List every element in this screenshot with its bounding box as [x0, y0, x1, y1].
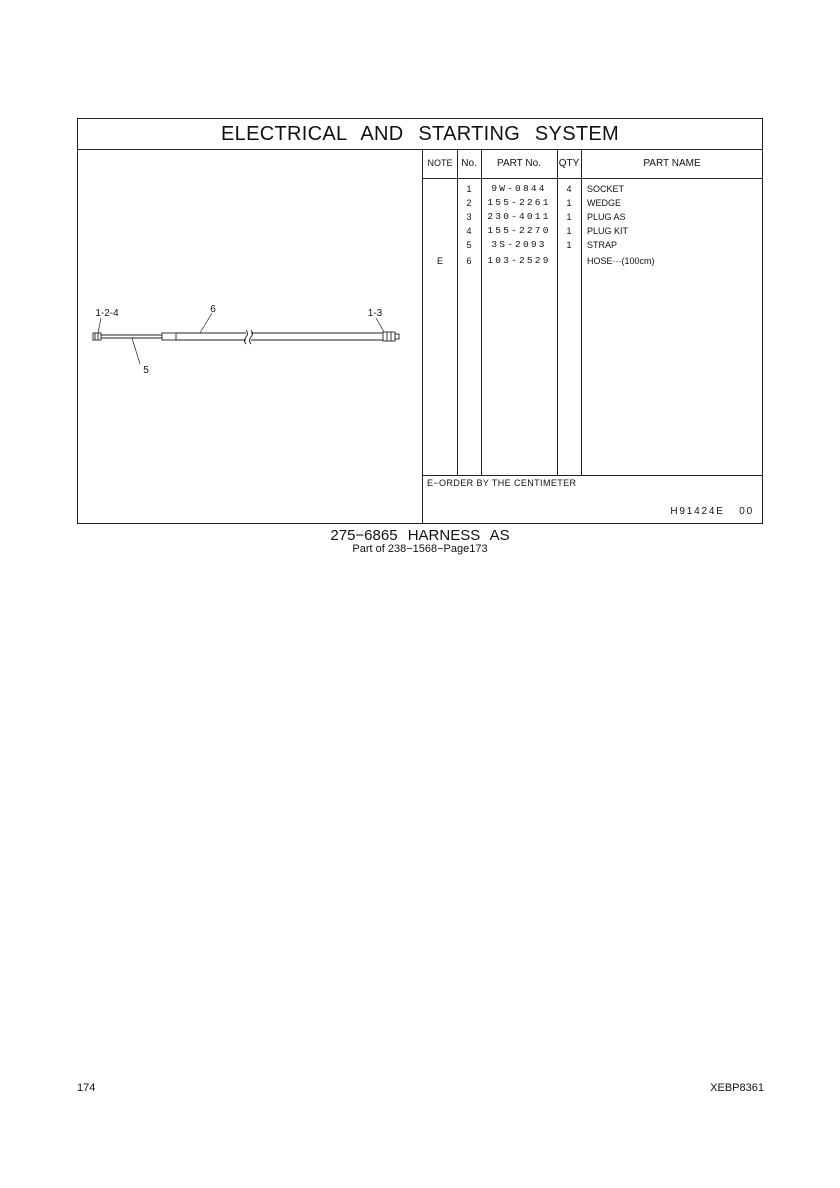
row-qty: 1 — [566, 240, 572, 250]
assembly-title: 275−6865 HARNESS AS — [330, 527, 510, 544]
row-part-name: PLUG AS — [587, 212, 626, 222]
left-connector — [93, 333, 101, 340]
footnote-rule — [423, 475, 762, 476]
parts-table — [422, 149, 762, 523]
header-qty: QTY — [558, 158, 580, 169]
right-connector — [383, 332, 399, 341]
header-part-no: PART No. — [497, 158, 541, 169]
row-part-name: HOSE⋯(100cm) — [587, 256, 655, 266]
header-part-name: PART NAME — [643, 158, 701, 169]
assembly-reference: Part of 238−1568−Page173 — [352, 543, 488, 555]
wire-left — [101, 335, 162, 338]
row-no: 2 — [466, 198, 472, 208]
row-no: 6 — [466, 256, 472, 266]
table-row — [423, 196, 763, 210]
hose-sleeve — [162, 330, 383, 344]
row-part-name: STRAP — [587, 240, 618, 250]
table-row — [423, 254, 763, 268]
row-no: 1 — [466, 184, 472, 194]
header-no: No. — [461, 158, 477, 169]
illustration-code: H91424E 00 — [670, 506, 754, 517]
callout-leaders — [98, 313, 384, 364]
table-row — [423, 182, 763, 196]
header-rule — [423, 178, 762, 179]
document-code: XEBP8361 — [710, 1082, 764, 1094]
order-footnote: E−ORDER BY THE CENTIMETER — [427, 478, 577, 488]
row-part-no: 103-2529 — [487, 255, 551, 266]
header-note: NOTE — [427, 158, 453, 168]
row-part-no: 155-2270 — [487, 225, 551, 236]
harness-drawing — [78, 149, 422, 523]
row-qty: 4 — [566, 184, 572, 194]
table-row — [423, 238, 763, 252]
row-part-no: 230-4011 — [487, 211, 551, 222]
table-row — [423, 224, 763, 238]
table-row — [423, 210, 763, 224]
row-part-name: SOCKET — [587, 184, 625, 194]
row-part-no: 3S-2093 — [491, 239, 547, 250]
row-part-no: 155-2261 — [487, 197, 551, 208]
row-qty: 1 — [566, 198, 572, 208]
row-note: E — [436, 256, 443, 266]
row-part-name: PLUG KIT — [587, 226, 629, 236]
section-title: ELECTRICAL AND STARTING SYSTEM — [78, 119, 762, 150]
callout-1-3: 1-3 — [367, 308, 383, 319]
callout-6: 6 — [210, 304, 216, 315]
callout-1-2-4: 1-2-4 — [95, 308, 119, 319]
row-part-no: 9W-0844 — [491, 183, 547, 194]
row-no: 3 — [466, 212, 472, 222]
row-no: 4 — [466, 226, 472, 236]
row-no: 5 — [466, 240, 472, 250]
parts-frame — [77, 118, 763, 524]
row-qty: 1 — [566, 226, 572, 236]
page-number: 174 — [77, 1082, 96, 1094]
harness-diagram — [78, 149, 422, 523]
row-part-name: WEDGE — [587, 198, 622, 208]
callout-5: 5 — [143, 365, 149, 376]
row-qty: 1 — [566, 212, 572, 222]
